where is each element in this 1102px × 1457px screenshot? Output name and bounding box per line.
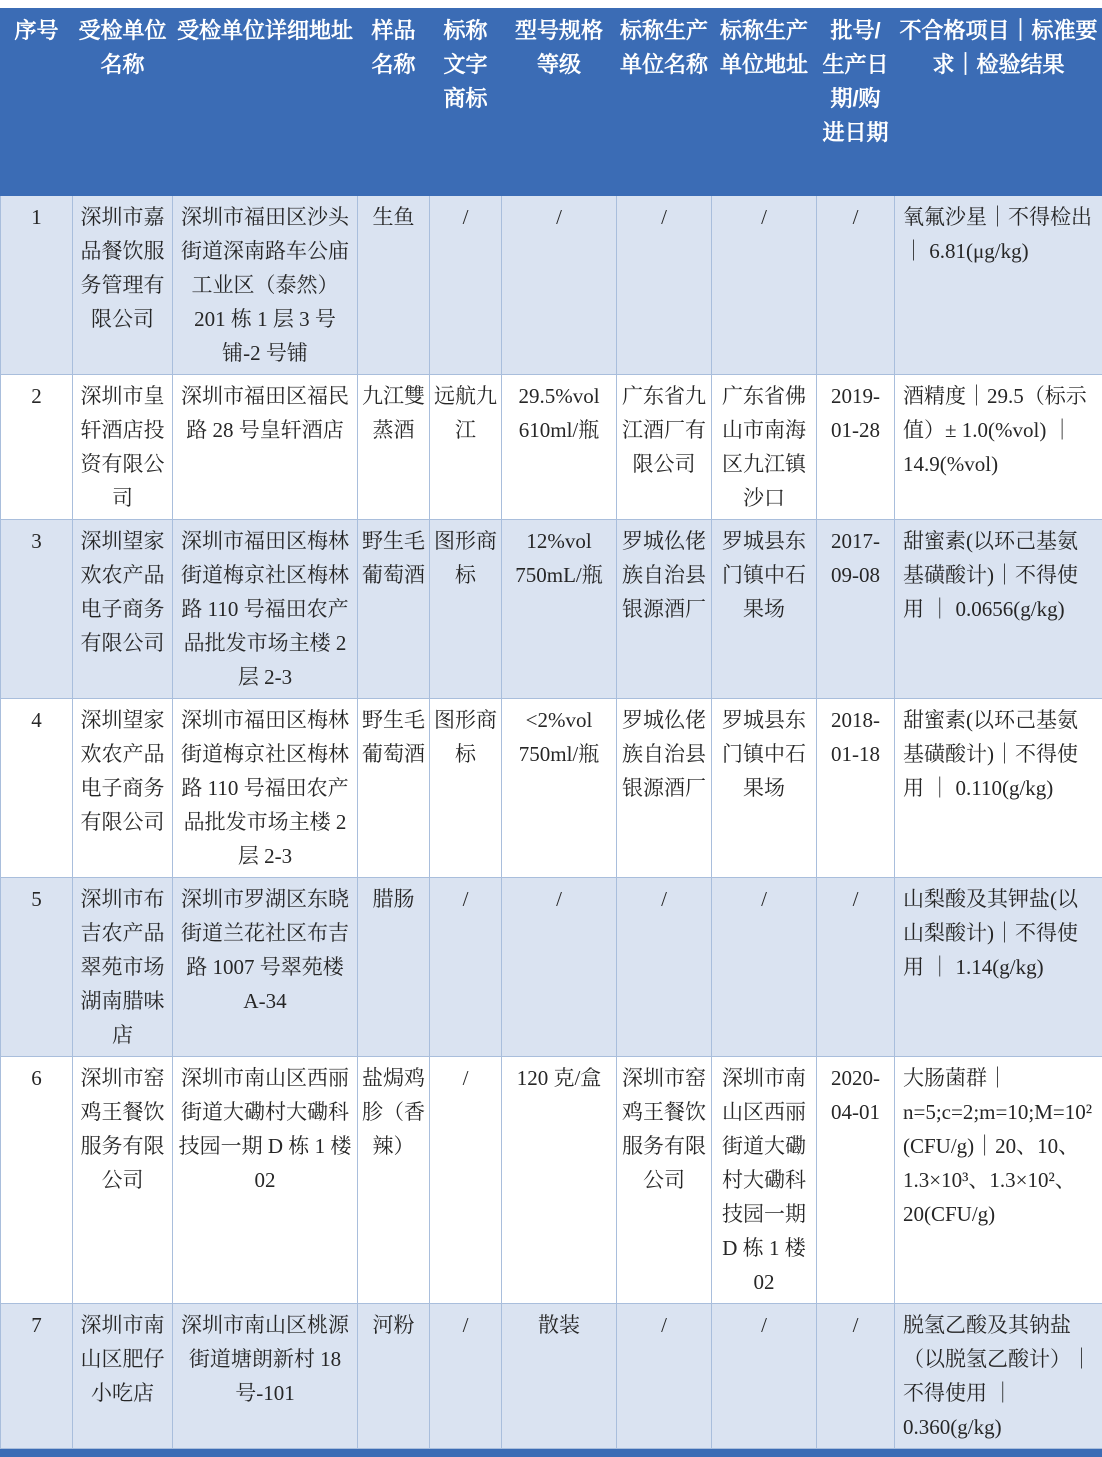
cell-sample-name: 野生毛葡萄酒 [358, 699, 430, 878]
col-header-producer-name: 标称生产单位名称 [617, 9, 712, 196]
cell-producer-name: 深圳市窑鸡王餐饮服务有限公司 [617, 1057, 712, 1304]
cell-unit-name: 深圳市南山区肥仔小吃店 [73, 1304, 173, 1449]
cell-producer-address: / [712, 878, 817, 1057]
cell-trademark: 远航九江 [430, 375, 502, 520]
cell-seq: 4 [1, 699, 73, 878]
cell-producer-address: / [712, 196, 817, 375]
cell-producer-name: / [617, 196, 712, 375]
col-header-result: 不合格项目｜标准要求｜检验结果 [895, 9, 1102, 196]
cell-batch-date: 2017-09-08 [817, 520, 895, 699]
cell-unit-name: 深圳市嘉品餐饮服务管理有限公司 [73, 196, 173, 375]
cell-sample-name: 生鱼 [358, 196, 430, 375]
cell-trademark: / [430, 878, 502, 1057]
cell-producer-address: 广东省佛山市南海区九江镇沙口 [712, 375, 817, 520]
cell-batch-date: / [817, 196, 895, 375]
cell-spec: <2%vol 750ml/瓶 [502, 699, 617, 878]
cell-spec: 29.5%vol 610ml/瓶 [502, 375, 617, 520]
cell-unit-address: 深圳市福田区福民路 28 号皇轩酒店 [173, 375, 358, 520]
cell-producer-address: 罗城县东门镇中石果场 [712, 520, 817, 699]
table-row [1, 196, 1102, 375]
cell-seq: 2 [1, 375, 73, 520]
cell-producer-name: 罗城仫佬族自治县银源酒厂 [617, 520, 712, 699]
cell-result: 大肠菌群｜n=5;c=2;m=10;M=10²(CFU/g)｜20、10、1.3×10³、1.3×10²、20(CFU/g) [895, 1057, 1102, 1304]
cell-producer-name: 广东省九江酒厂有限公司 [617, 375, 712, 520]
cell-seq: 3 [1, 520, 73, 699]
cell-unit-address: 深圳市南山区桃源街道塘朗新村 18 号-101 [173, 1304, 358, 1449]
cell-result: 山梨酸及其钾盐(以山梨酸计)｜不得使用 ｜ 1.14(g/kg) [895, 878, 1102, 1057]
cell-unit-name: 深圳市皇轩酒店投资有限公司 [73, 375, 173, 520]
col-header-batch-date: 批号/生产日期/购进日期 [817, 9, 895, 196]
cell-spec: 120 克/盒 [502, 1057, 617, 1304]
cell-producer-address: 深圳市南山区西丽街道大磡村大磡科技园一期 D 栋 1 楼 02 [712, 1057, 817, 1304]
cell-result: 氧氟沙星｜不得检出｜ 6.81(μg/kg) [895, 196, 1102, 375]
cell-unit-address: 深圳市福田区梅林街道梅京社区梅林路 110 号福田农产品批发市场主楼 2 层 2-3 [173, 520, 358, 699]
col-header-producer-address: 标称生产单位地址 [712, 9, 817, 196]
cell-seq: 1 [1, 196, 73, 375]
col-header-unit-name: 受检单位名称 [73, 9, 173, 196]
cell-batch-date: / [817, 878, 895, 1057]
cell-spec: 12%vol 750mL/瓶 [502, 520, 617, 699]
cell-producer-address: 罗城县东门镇中石果场 [712, 699, 817, 878]
cell-unit-name: 深圳市窑鸡王餐饮服务有限公司 [73, 1057, 173, 1304]
inspection-results-table [0, 8, 1102, 1449]
cell-sample-name: 河粉 [358, 1304, 430, 1449]
cell-batch-date: 2018-01-18 [817, 699, 895, 878]
cell-unit-name: 深圳市布吉农产品翠苑市场湖南腊味店 [73, 878, 173, 1057]
cell-trademark: 图形商标 [430, 699, 502, 878]
cell-unit-name: 深圳望家欢农产品电子商务有限公司 [73, 520, 173, 699]
cell-seq: 5 [1, 878, 73, 1057]
cell-producer-name: / [617, 878, 712, 1057]
table-row [1, 1057, 1102, 1304]
cell-unit-address: 深圳市南山区西丽街道大磡村大磡科技园一期 D 栋 1 楼 02 [173, 1057, 358, 1304]
table-row [1, 375, 1102, 520]
cell-unit-address: 深圳市福田区梅林街道梅京社区梅林路 110 号福田农产品批发市场主楼 2 层 2-3 [173, 699, 358, 878]
cell-batch-date: 2019-01-28 [817, 375, 895, 520]
cell-seq: 7 [1, 1304, 73, 1449]
cell-trademark: / [430, 1304, 502, 1449]
cell-result: 甜蜜素(以环己基氨基磺酸计)｜不得使用 ｜ 0.0656(g/kg) [895, 520, 1102, 699]
cell-batch-date: / [817, 1304, 895, 1449]
cell-producer-name: 罗城仫佬族自治县银源酒厂 [617, 699, 712, 878]
cell-seq: 6 [1, 1057, 73, 1304]
cell-trademark: 图形商标 [430, 520, 502, 699]
cell-spec: 散装 [502, 1304, 617, 1449]
table-row [1, 1304, 1102, 1449]
table-row [1, 878, 1102, 1057]
col-header-unit-address: 受检单位详细地址 [173, 9, 358, 196]
cell-spec: / [502, 196, 617, 375]
cell-trademark: / [430, 1057, 502, 1304]
col-header-trademark: 标称文字商标 [430, 9, 502, 196]
cell-sample-name: 盐焗鸡胗（香辣） [358, 1057, 430, 1304]
cell-sample-name: 腊肠 [358, 878, 430, 1057]
cell-producer-name: / [617, 1304, 712, 1449]
cell-trademark: / [430, 196, 502, 375]
cell-result: 酒精度｜29.5（标示值）± 1.0(%vol) ｜ 14.9(%vol) [895, 375, 1102, 520]
col-header-spec: 型号规格等级 [502, 9, 617, 196]
cell-result: 甜蜜素(以环己基氨基磺酸计)｜不得使用 ｜ 0.110(g/kg) [895, 699, 1102, 878]
table-row [1, 699, 1102, 878]
col-header-sample-name: 样品名称 [358, 9, 430, 196]
cell-spec: / [502, 878, 617, 1057]
cell-result: 脱氢乙酸及其钠盐（以脱氢乙酸计）｜不得使用 ｜ 0.360(g/kg) [895, 1304, 1102, 1449]
header-row [1, 9, 1102, 196]
cell-sample-name: 九江雙蒸酒 [358, 375, 430, 520]
cell-unit-address: 深圳市福田区沙头街道深南路车公庙工业区（泰然）201 栋 1 层 3 号铺-2 号铺 [173, 196, 358, 375]
cell-unit-address: 深圳市罗湖区东晓街道兰花社区布吉路 1007 号翠苑楼 A-34 [173, 878, 358, 1057]
next-table-header-edge [0, 1449, 1102, 1457]
cell-producer-address: / [712, 1304, 817, 1449]
cell-unit-name: 深圳望家欢农产品电子商务有限公司 [73, 699, 173, 878]
cell-batch-date: 2020-04-01 [817, 1057, 895, 1304]
col-header-seq: 序号 [1, 9, 73, 196]
table-row [1, 520, 1102, 699]
cell-sample-name: 野生毛葡萄酒 [358, 520, 430, 699]
